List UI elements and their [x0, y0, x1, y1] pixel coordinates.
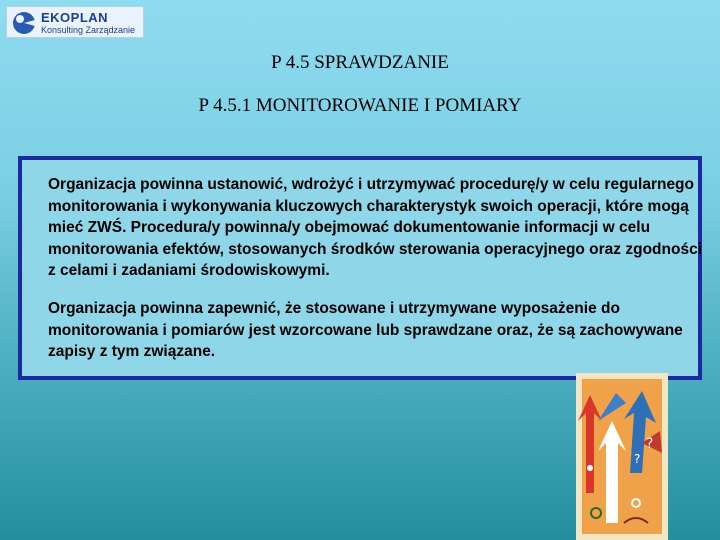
paragraph-equipment: Organizacja powinna zapewnić, że stosowane i utrzymywane wyposażenie do monitorowania i pomiarów jest wzorcowane lub sprawdzane oraz, że są zachowywane zapisy z tym związane. [48, 300, 683, 360]
company-logo [6, 6, 144, 38]
svg-text:?: ? [646, 436, 654, 452]
arrows-illustration [576, 373, 668, 540]
logo-tagline: Konsulting Zarządzanie [41, 25, 136, 35]
svg-text:?: ? [634, 452, 641, 466]
logo-globe-icon [11, 10, 37, 36]
section-title: P 4.5 SPRAWDZANIE [271, 52, 449, 73]
subsection-title: P 4.5.1 MONITOROWANIE I POMIARY [198, 95, 522, 116]
content-box [18, 156, 702, 380]
paragraph-procedures: Organizacja powinna ustanowić, wdrożyć i utrzymywać procedurę/y w celu regularnego monitorowania i wykonywania kluczowych charakterystyk swoich operacji, które mogą mieć ZWŚ. Procedura/y powinna/y obejmować dokumentowanie informacji w celu monitorowania efektów, stosowanych środków sterowania operacyjnego oraz zgodności z celami i zadaniami środowiskowymi. [48, 176, 702, 279]
logo-name: EKOPLAN [41, 10, 109, 25]
